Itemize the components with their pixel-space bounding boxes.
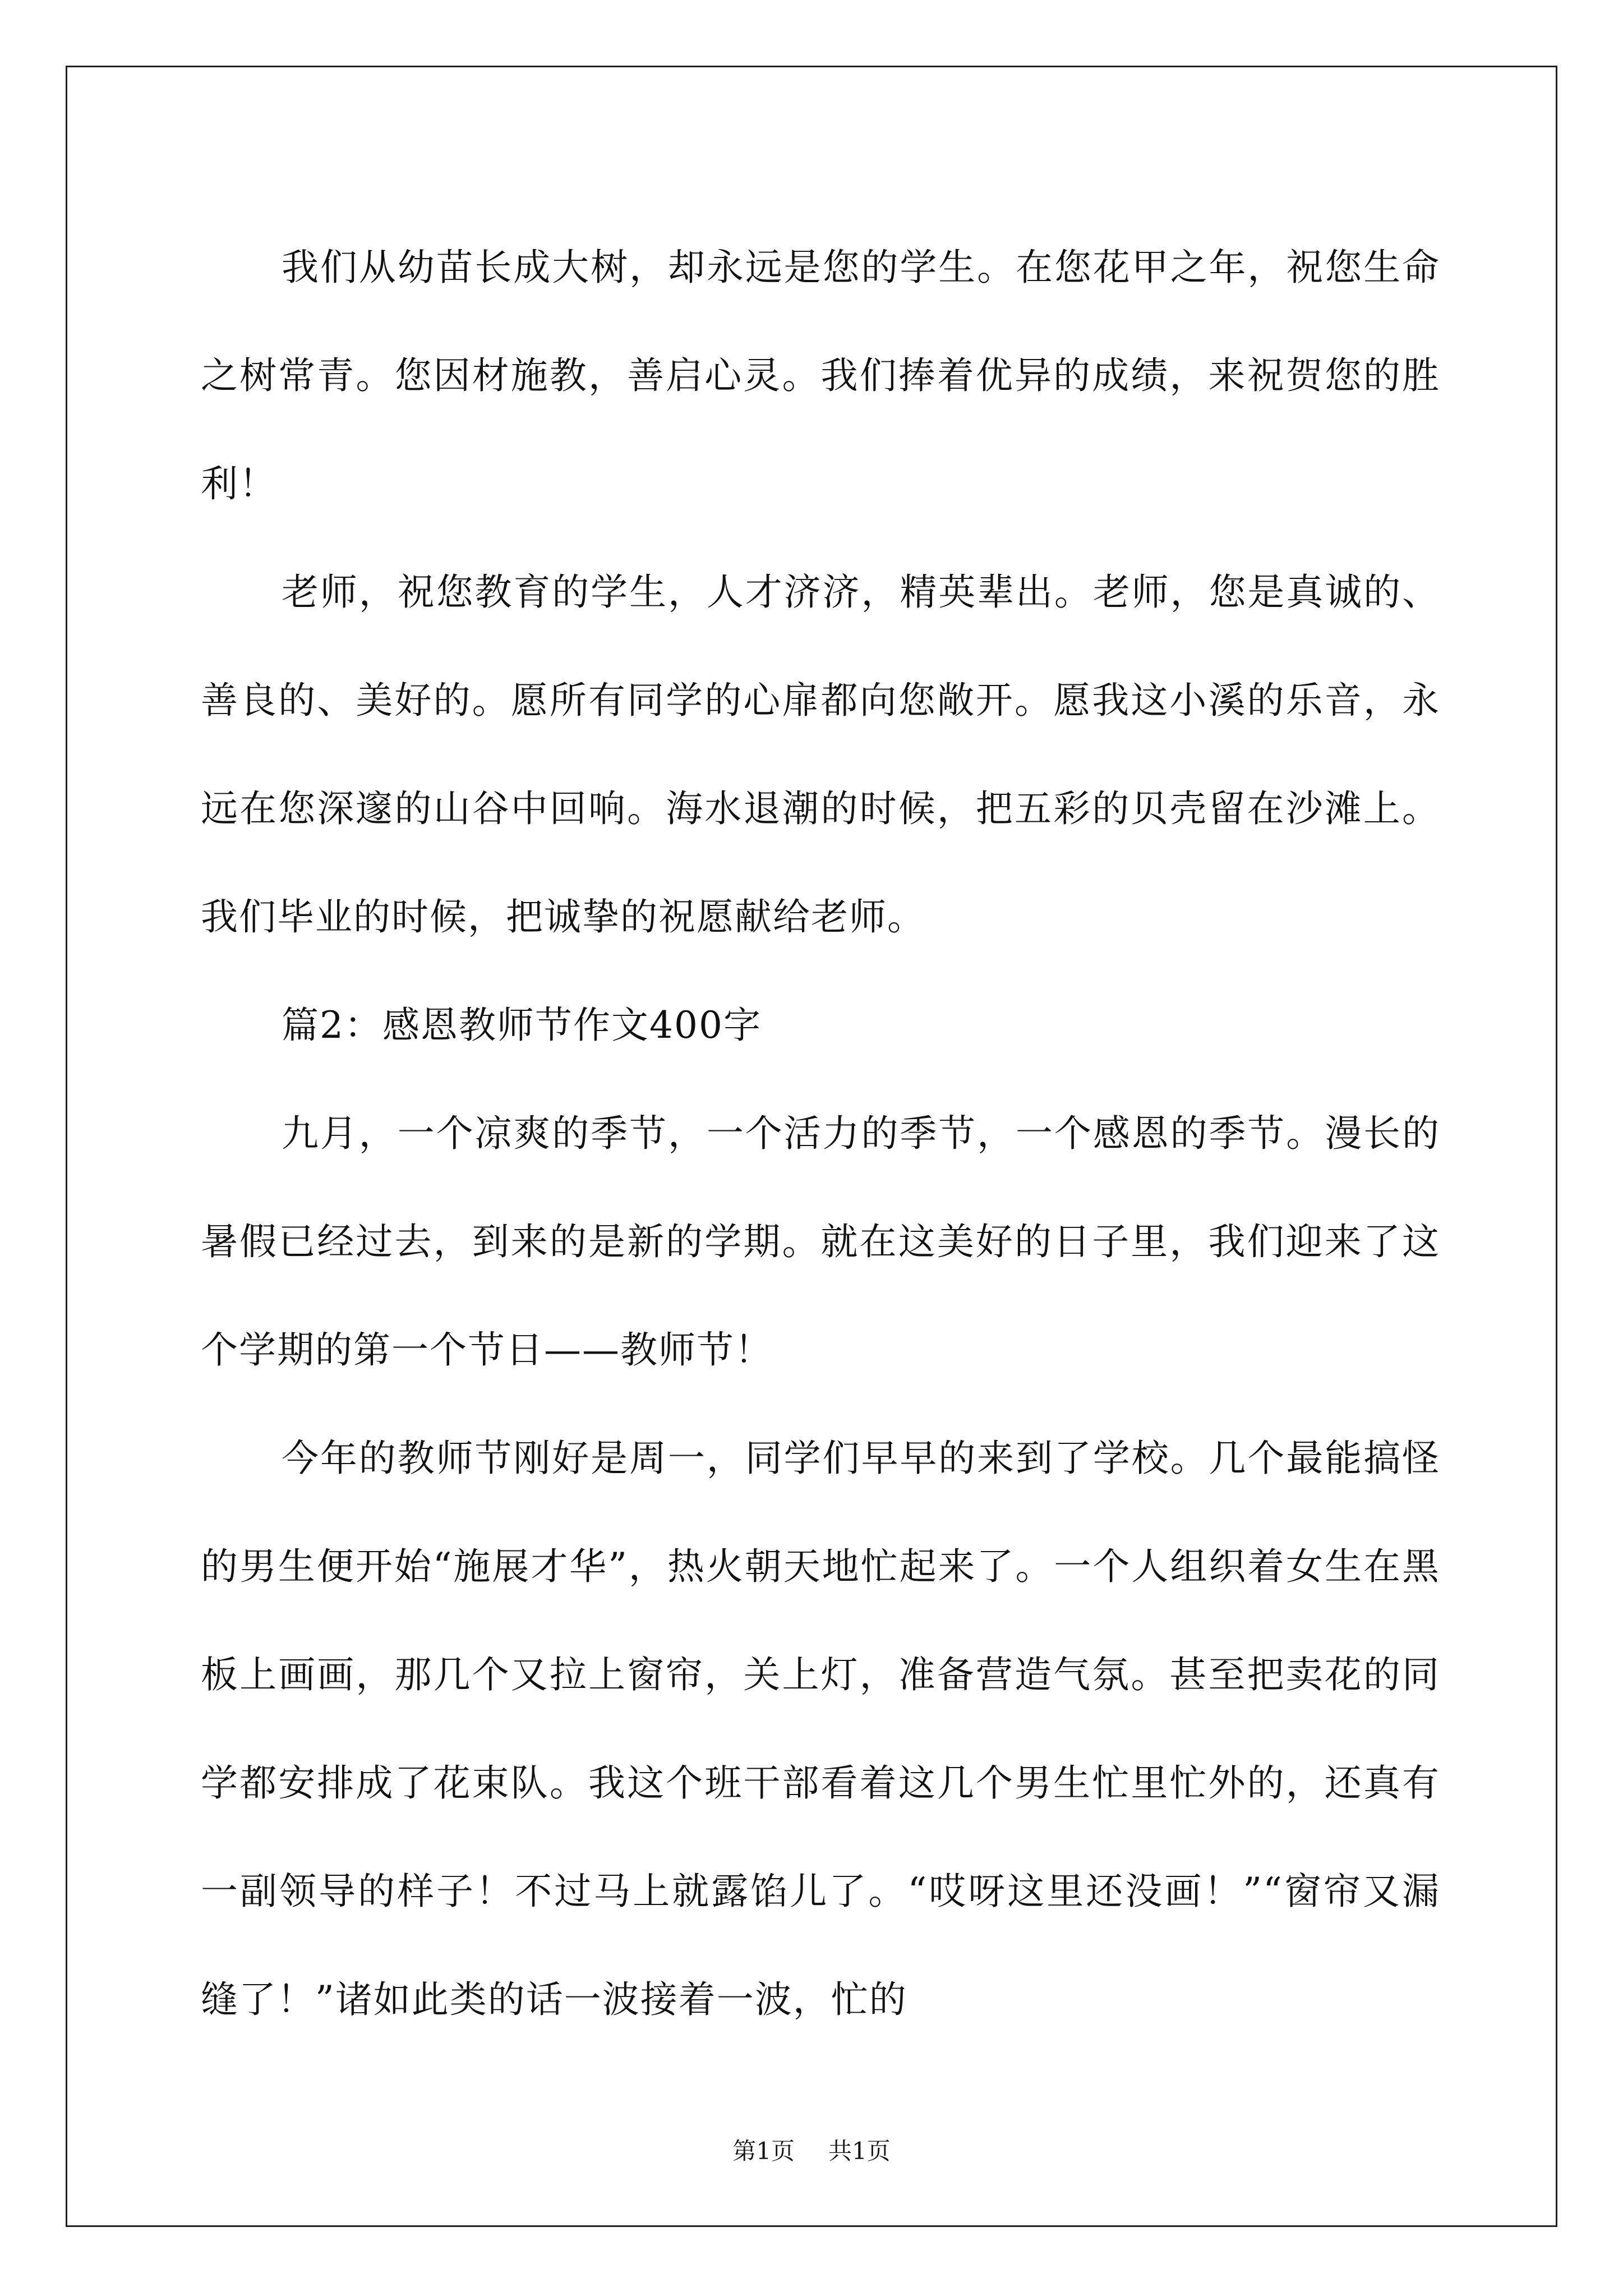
paragraph: 今年的教师节刚好是周一，同学们早早的来到了学校。几个最能搞怪的男生便开始“施展才华”，热火朝天地忙起来了。一个人组织着女生在黑板上画画，那几个又拉上窗帘，关上灯，准备营造气氛。甚至把卖花的同学都安排成了花束队。我这个班干部看着这几个男生忙里忙外的，还真有一副领导的样子！不过马上就露馅儿了。“哎呀这里还没画！”“窗帘又漏缝了！”诸如此类的话一波接着一波，忙的 bbox=[201, 1437, 1440, 2021]
page-footer bbox=[0, 2134, 1623, 2168]
paragraph: 老师，祝您教育的学生，人才济济，精英辈出。老师，您是真诚的、善良的、美好的。愿所有同学的心扉都向您敞开。愿我这小溪的乐音，永远在您深邃的山谷中回响。海水退潮的时候，把五彩的贝壳留在沙滩上。我们毕业的时候，把诚挚的祝愿献给老师。 bbox=[201, 570, 1440, 938]
paragraph: 九月，一个凉爽的季节，一个活力的季节，一个感恩的季节。漫长的暑假已经过去，到来的是新的学期。就在这美好的日子里，我们迎来了这个学期的第一个节日——教师节！ bbox=[201, 1112, 1440, 1372]
section-heading: 篇2：感恩教师节作文400字 bbox=[282, 1004, 762, 1047]
paragraph: 我们从幼苗长成大树，却永远是您的学生。在您花甲之年，祝您生命之树常青。您因材施教，善启心灵。我们捧着优异的成绩，来祝贺您的胜利！ bbox=[201, 246, 1440, 505]
page-number: 第1页 bbox=[732, 2137, 795, 2165]
document-body bbox=[201, 213, 1440, 2054]
page-total: 共1页 bbox=[828, 2137, 891, 2165]
